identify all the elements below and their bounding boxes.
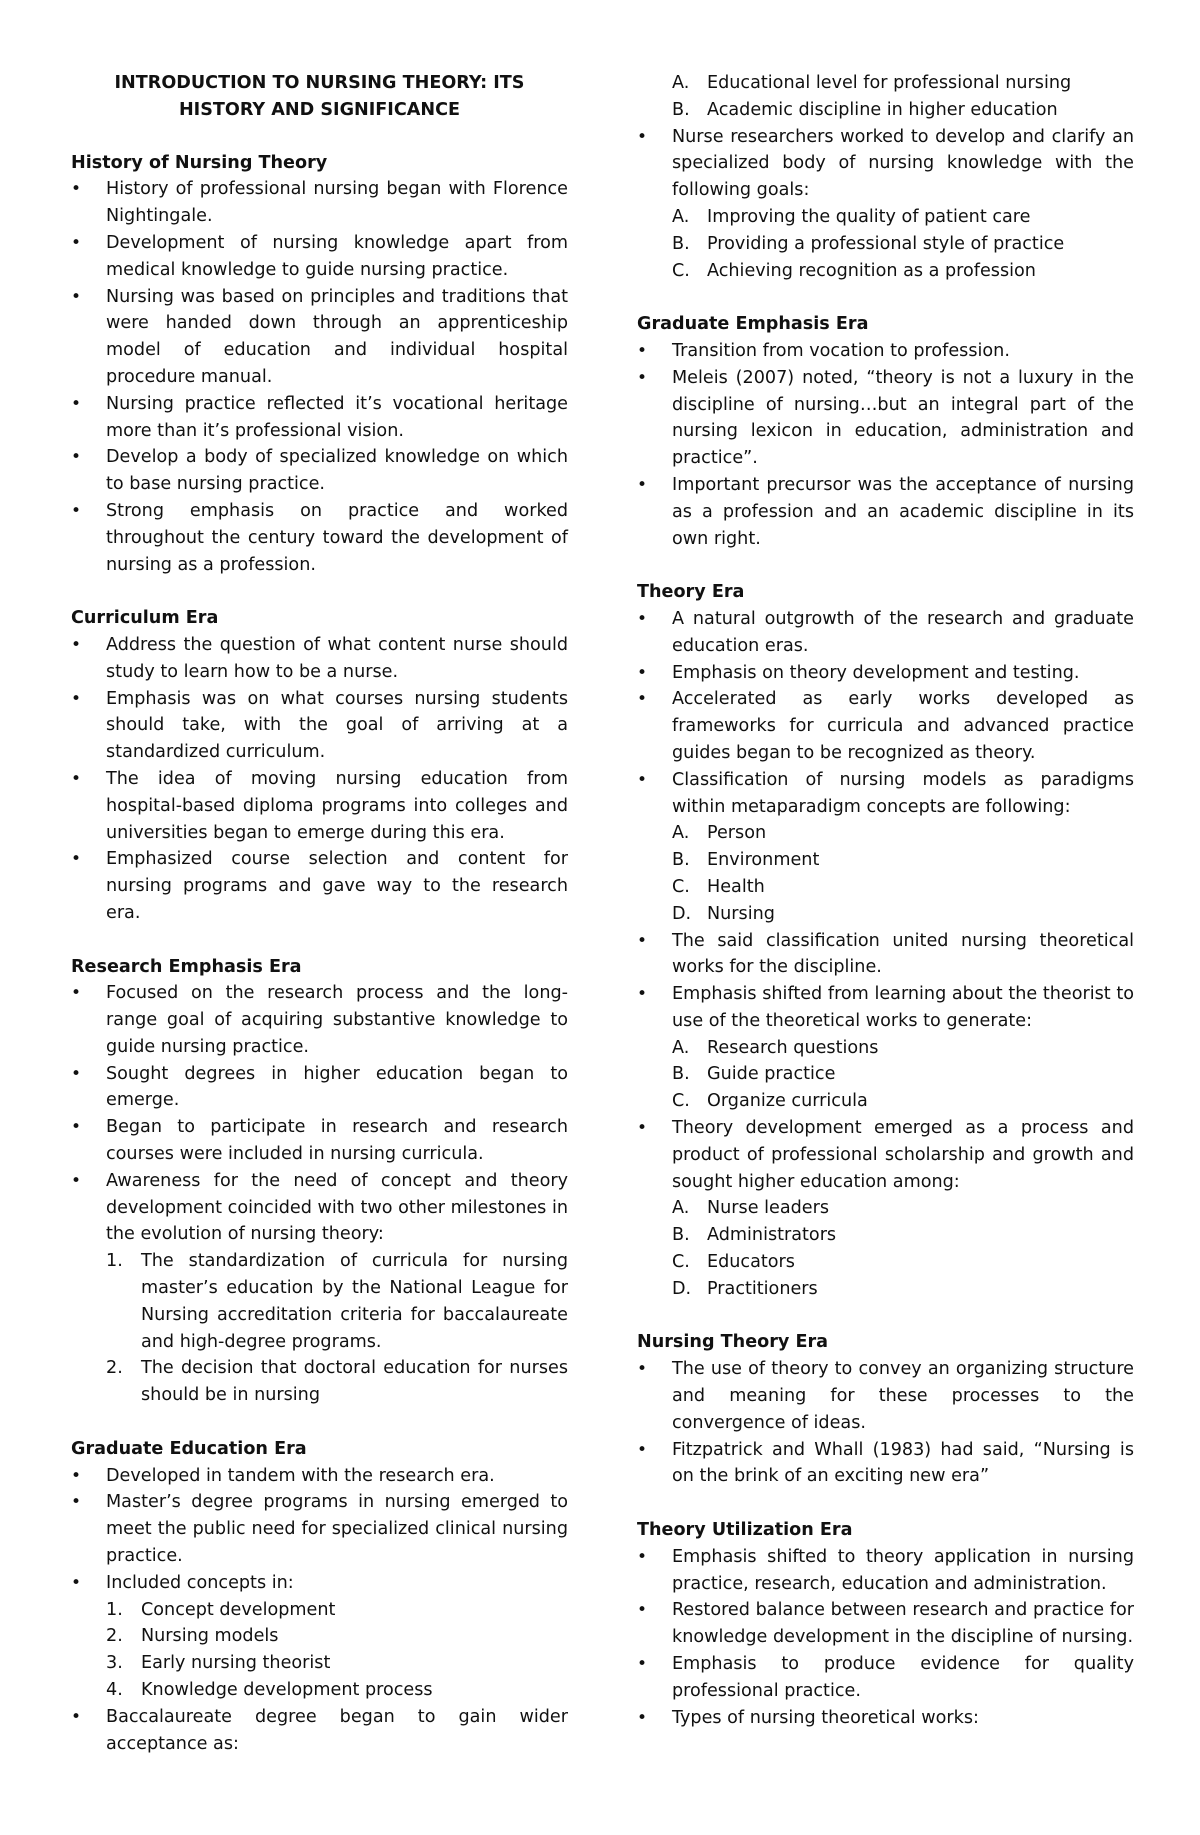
list-item-text: Nurse researchers worked to develop and clarify an specialized body of nursing knowledge with the following goals: [672, 126, 1134, 201]
concepts-list [106, 1597, 568, 1704]
research-bullet-list [71, 980, 568, 1409]
nursing-theory-bullet-list [637, 1356, 1134, 1490]
list-item-text: Classification of nursing models as paradigms within metaparadigm concepts are following: [672, 769, 1134, 817]
item-text: Educators [707, 1252, 795, 1273]
item-text: Educational level for professional nursing [707, 73, 1072, 93]
list-item: • Master’s degree programs in nursing emerged to meet the public need for specialized clinical nursing practice. [71, 1489, 568, 1569]
lettered-item [672, 901, 1134, 928]
item-marker: C. [672, 1091, 690, 1112]
history-bullet-list [71, 176, 568, 578]
list-item: • The idea of moving nursing education from hospital-based diploma programs into colleges and universities began to emerge during this era. [71, 766, 568, 846]
item-marker: 1. [106, 1251, 123, 1272]
item-text: Health [707, 876, 765, 897]
list-item: • Restored balance between research and practice for knowledge development in the discipline of nursing. [637, 1597, 1134, 1651]
left-column [71, 70, 568, 1757]
item-marker: D. [672, 903, 692, 924]
list-item: • Focused on the research process and the long-range goal of acquiring substantive knowledge to guide nursing practice. [71, 980, 568, 1060]
item-text: Practitioners [707, 1278, 818, 1299]
researchers-bullet-list [637, 124, 1134, 285]
list-item: • Types of nursing theoretical works: [637, 1705, 1134, 1732]
section-heading-research: Research Emphasis Era [71, 956, 302, 977]
item-text: Research questions [707, 1037, 879, 1058]
right-column [637, 70, 1134, 1731]
milestones-list [106, 1248, 568, 1409]
list-item: • The use of theory to convey an organizing structure and meaning for these processes to the convergence of ideas. [637, 1356, 1134, 1436]
list-item: • Strong emphasis on practice and worked throughout the century toward the development of nursing as a profession. [71, 498, 568, 578]
item-marker: A. [672, 206, 690, 227]
lettered-item [672, 204, 1134, 231]
numbered-item [106, 1248, 568, 1355]
list-item: • The said classification united nursing theoretical works for the discipline. [637, 928, 1134, 982]
item-text: Nursing models [141, 1626, 279, 1647]
acceptance-list [672, 70, 1134, 124]
numbered-item [106, 1623, 568, 1650]
list-item: • Nursing was based on principles and traditions that were handed down through an apprenticeship model of education and individual hospital procedure manual. [71, 284, 568, 391]
list-item: • Important precursor was the acceptance of nursing as a profession and an academic discipline in its own right. [637, 472, 1134, 552]
lettered-item [672, 1195, 1134, 1222]
list-item: • Meleis (2007) noted, “theory is not a luxury in the discipline of nursing…but an integral part of the nursing lexicon in education, administration and practice”. [637, 365, 1134, 472]
list-item-text: Included concepts in: [106, 1572, 294, 1593]
graduate-emphasis-bullet-list [637, 338, 1134, 552]
item-marker: C. [672, 1252, 690, 1273]
lettered-item [672, 231, 1134, 258]
numbered-item [106, 1677, 568, 1704]
list-item [71, 1570, 568, 1704]
item-text: The standardization of curricula for nursing master’s education by the National League for Nursing accreditation criteria for baccalaureate and high-degree programs. [141, 1251, 568, 1352]
document-title [71, 70, 568, 124]
item-marker: C. [672, 876, 690, 897]
list-item: • Address the question of what content nurse should study to learn how to be a nurse. [71, 632, 568, 686]
lettered-item [672, 1061, 1134, 1088]
section-heading-theory-utilization: Theory Utilization Era [637, 1520, 853, 1541]
title-line-1: INTRODUCTION TO NURSING THEORY: ITS [114, 73, 525, 93]
item-text: Providing a professional style of practice [707, 233, 1065, 254]
list-item-text: Awareness for the need of concept and theory development coincided with two other milestones in the evolution of nursing theory: [106, 1170, 568, 1245]
numbered-item [106, 1597, 568, 1624]
list-item [637, 981, 1134, 1115]
numbered-item [106, 1355, 568, 1409]
section-heading-graduate-emphasis: Graduate Emphasis Era [637, 314, 869, 335]
section-heading-curriculum: Curriculum Era [71, 608, 219, 629]
list-item: • Nursing practice reflected it’s vocational heritage more than it’s professional vision. [71, 391, 568, 445]
item-text: Nursing [707, 903, 775, 924]
list-item: • Sought degrees in higher education began to emerge. [71, 1061, 568, 1115]
goals-list [672, 204, 1134, 284]
list-item: • Developed in tandem with the research era. [71, 1463, 568, 1490]
item-marker: A. [672, 1037, 690, 1058]
item-marker: 2. [106, 1626, 123, 1647]
lettered-item [672, 874, 1134, 901]
list-item: • Transition from vocation to profession. [637, 338, 1134, 365]
section-heading-nursing-theory: Nursing Theory Era [637, 1332, 829, 1353]
lettered-item [672, 258, 1134, 285]
item-text: Person [707, 823, 767, 844]
item-text: Nurse leaders [707, 1198, 830, 1219]
list-item: • Development of nursing knowledge apart from medical knowledge to guide nursing practice. [71, 230, 568, 284]
list-item [637, 124, 1134, 285]
item-text: Concept development [141, 1599, 336, 1620]
item-text: Environment [707, 850, 820, 871]
item-marker: B. [672, 850, 690, 871]
item-marker: B. [672, 233, 690, 254]
lettered-item [672, 820, 1134, 847]
item-marker: 2. [106, 1358, 123, 1379]
among-list [672, 1195, 1134, 1302]
item-marker: 4. [106, 1680, 123, 1701]
item-text: Guide practice [707, 1064, 836, 1085]
item-marker: B. [672, 1225, 690, 1246]
item-text: Achieving recognition as a profession [707, 260, 1036, 281]
list-item: • Began to participate in research and research courses were included in nursing curricula. [71, 1114, 568, 1168]
list-item: • Emphasized course selection and content for nursing programs and gave way to the research era. [71, 846, 568, 926]
section-heading-theory: Theory Era [637, 582, 745, 603]
lettered-item [672, 70, 1134, 97]
item-text: Academic discipline in higher education [707, 99, 1058, 120]
lettered-item [672, 1222, 1134, 1249]
metaparadigm-list [672, 820, 1134, 927]
item-marker: C. [672, 260, 690, 281]
numbered-item [106, 1650, 568, 1677]
lettered-item [672, 847, 1134, 874]
lettered-item [672, 1035, 1134, 1062]
list-item: • Accelerated as early works developed as frameworks for curricula and advanced practice guides began to be recognized as theory. [637, 686, 1134, 766]
lettered-item [672, 1276, 1134, 1303]
lettered-item [672, 1249, 1134, 1276]
item-marker: A. [672, 823, 690, 844]
list-item-text: Emphasis shifted from learning about the theorist to use of the theoretical works to generate: [672, 984, 1134, 1031]
list-item: • A natural outgrowth of the research and graduate education eras. [637, 606, 1134, 660]
list-item: • Baccalaureate degree began to gain wider acceptance as: [71, 1704, 568, 1758]
list-item [71, 1168, 568, 1409]
list-item [637, 767, 1134, 928]
section-heading-history: History of Nursing Theory [71, 152, 328, 173]
item-marker: B. [672, 99, 690, 120]
item-text: Administrators [707, 1225, 837, 1246]
item-text: Knowledge development process [141, 1680, 433, 1701]
item-marker: A. [672, 73, 690, 93]
item-marker: A. [672, 1198, 690, 1219]
list-item: • Emphasis shifted to theory application in nursing practice, research, education and administration. [637, 1544, 1134, 1598]
list-item: • Emphasis to produce evidence for quality professional practice. [637, 1651, 1134, 1705]
list-item: • Emphasis on theory development and testing. [637, 660, 1134, 687]
item-text: Improving the quality of patient care [707, 206, 1031, 227]
curriculum-bullet-list [71, 632, 568, 927]
item-text: The decision that doctoral education for nurses should be in nursing [141, 1358, 568, 1406]
lettered-item [672, 97, 1134, 124]
item-text: Early nursing theorist [141, 1653, 331, 1674]
theory-bullet-list [637, 606, 1134, 1303]
section-heading-graduate-education: Graduate Education Era [71, 1438, 307, 1459]
graduate-education-bullet-list [71, 1463, 568, 1758]
title-line-2: HISTORY AND SIGNIFICANCE [178, 99, 461, 120]
theory-utilization-bullet-list [637, 1544, 1134, 1732]
list-item: • Fitzpatrick and Whall (1983) had said, “Nursing is on the brink of an exciting new era” [637, 1437, 1134, 1491]
item-marker: D. [672, 1278, 692, 1299]
lettered-item [672, 1088, 1134, 1115]
item-marker: 1. [106, 1599, 123, 1620]
list-item-text: Theory development emerged as a process and product of professional scholarship and growth and sought higher education among: [672, 1118, 1134, 1192]
list-item: • History of professional nursing began with Florence Nightingale. [71, 176, 568, 230]
item-marker: 3. [106, 1653, 123, 1674]
item-marker: B. [672, 1064, 690, 1085]
list-item: • Emphasis was on what courses nursing students should take, with the goal of arriving at a standardized curriculum. [71, 686, 568, 766]
list-item: • Develop a body of specialized knowledge on which to base nursing practice. [71, 444, 568, 498]
list-item [637, 1115, 1134, 1303]
generate-list [672, 1035, 1134, 1115]
item-text: Organize curricula [707, 1091, 868, 1112]
